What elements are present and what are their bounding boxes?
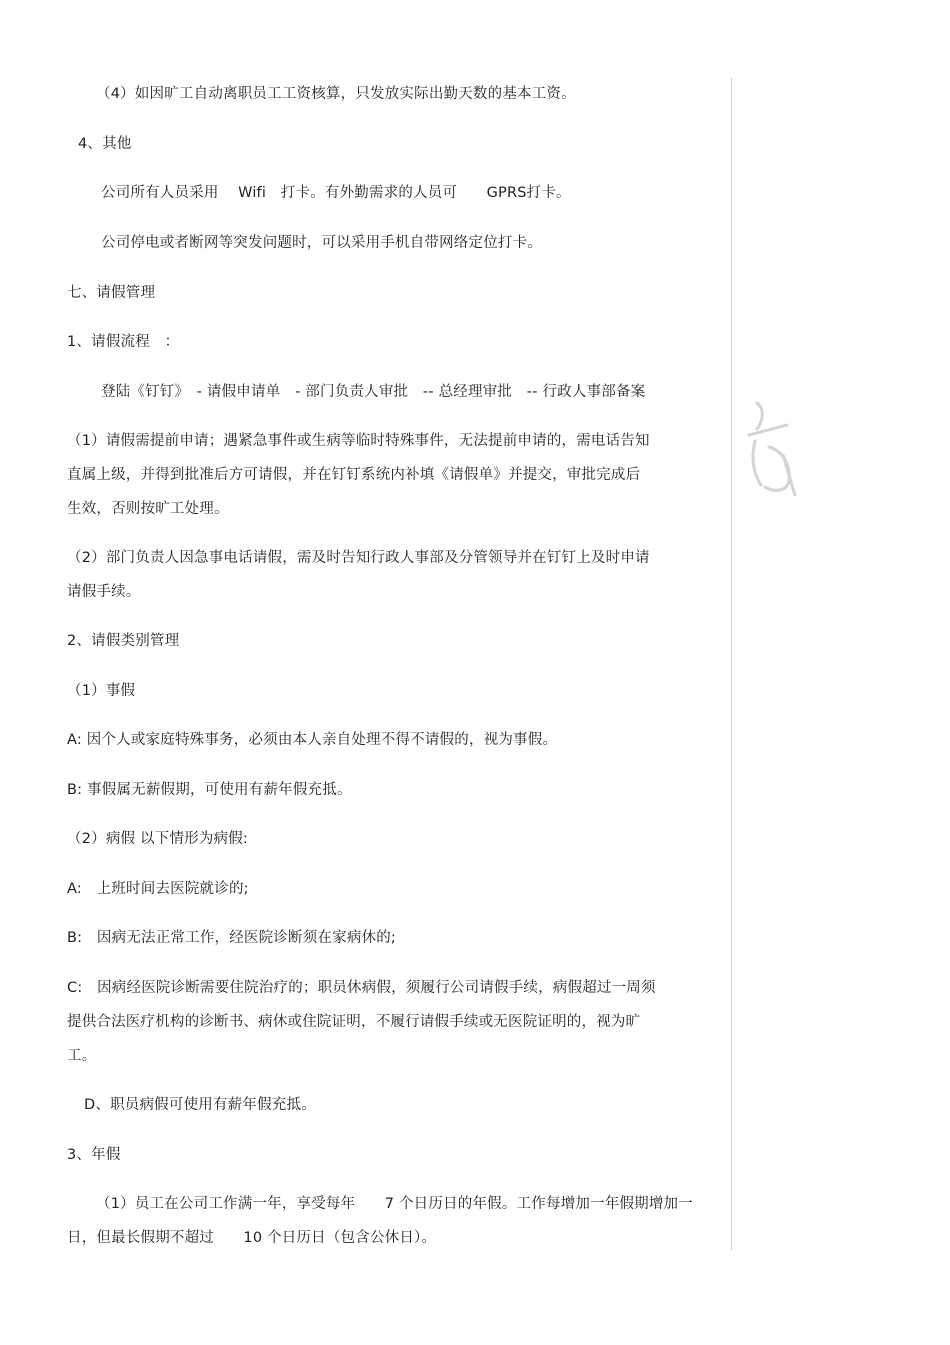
text-line: A: 上班时间去医院就诊的; [67,881,249,897]
text-line: 直属上级，并得到批准后方可请假，并在钉钉系统内补填《请假单》并提交，审批完成后 [67,467,641,483]
chapter-heading: 七、请假管理 [67,285,156,301]
text-line: （1）请假需提前申请；遇紧急事件或生病等临时特殊事件，无法提前申请的，需电话告知 [67,433,650,449]
text-line: 提供合法医疗机构的诊断书、病休或住院证明，不履行请假手续或无医院证明的，视为旷 [67,1014,641,1030]
stamp-mark [735,395,805,505]
text-line: （1）员工在公司工作满一年，享受每年 7 个日历日的年假。工作每增加一年假期增加一 [96,1196,693,1212]
process-flow: 登陆《钉钉》 - 请假申请单 - 部门负责人审批 -- 总经理审批 -- 行政人事部备案 [101,384,646,400]
section-heading: 2、请假类别管理 [67,633,180,649]
text-line: 生效，否则按旷工处理。 [67,501,229,517]
text-line: 公司停电或者断网等突发问题时，可以采用手机自带网络定位打卡。 [101,235,542,251]
section-heading: 3、年假 [67,1147,121,1163]
text-line: A: 因个人或家庭特殊事务，必须由本人亲自处理不得不请假的，视为事假。 [67,732,558,748]
text-line: C: 因病经医院诊断需要住院治疗的；职员休病假，须履行公司请假手续，病假超过一周须 [67,980,656,996]
text-line: 日，但最长假期不超过 10 个日历日（包含公休日）。 [67,1230,437,1246]
subsection-heading: （1）事假 [67,683,136,699]
section-heading: 4、其他 [78,136,132,152]
subsection-heading: （2）病假 以下情形为病假: [67,831,249,847]
text-line: B: 因病无法正常工作，经医院诊断须在家病休的; [67,930,397,946]
text-line: 公司所有人员采用 Wifi 打卡。有外勤需求的人员可 GPRS打卡。 [101,185,571,201]
section-heading: 1、请假流程 ： [67,334,180,350]
text-line: （4）如因旷工自动离职员工工资核算，只发放实际出勤天数的基本工资。 [96,86,576,102]
margin-divider [731,78,732,1250]
text-line: B: 事假属无薪假期，可使用有薪年假充抵。 [67,782,352,798]
text-line: 工。 [67,1048,97,1064]
text-line: 请假手续。 [67,584,141,600]
text-line: D、职员病假可使用有薪年假充抵。 [84,1097,316,1113]
text-line: （2）部门负责人因急事电话请假，需及时告知行政人事部及分管领导并在钉钉上及时申请 [67,550,650,566]
